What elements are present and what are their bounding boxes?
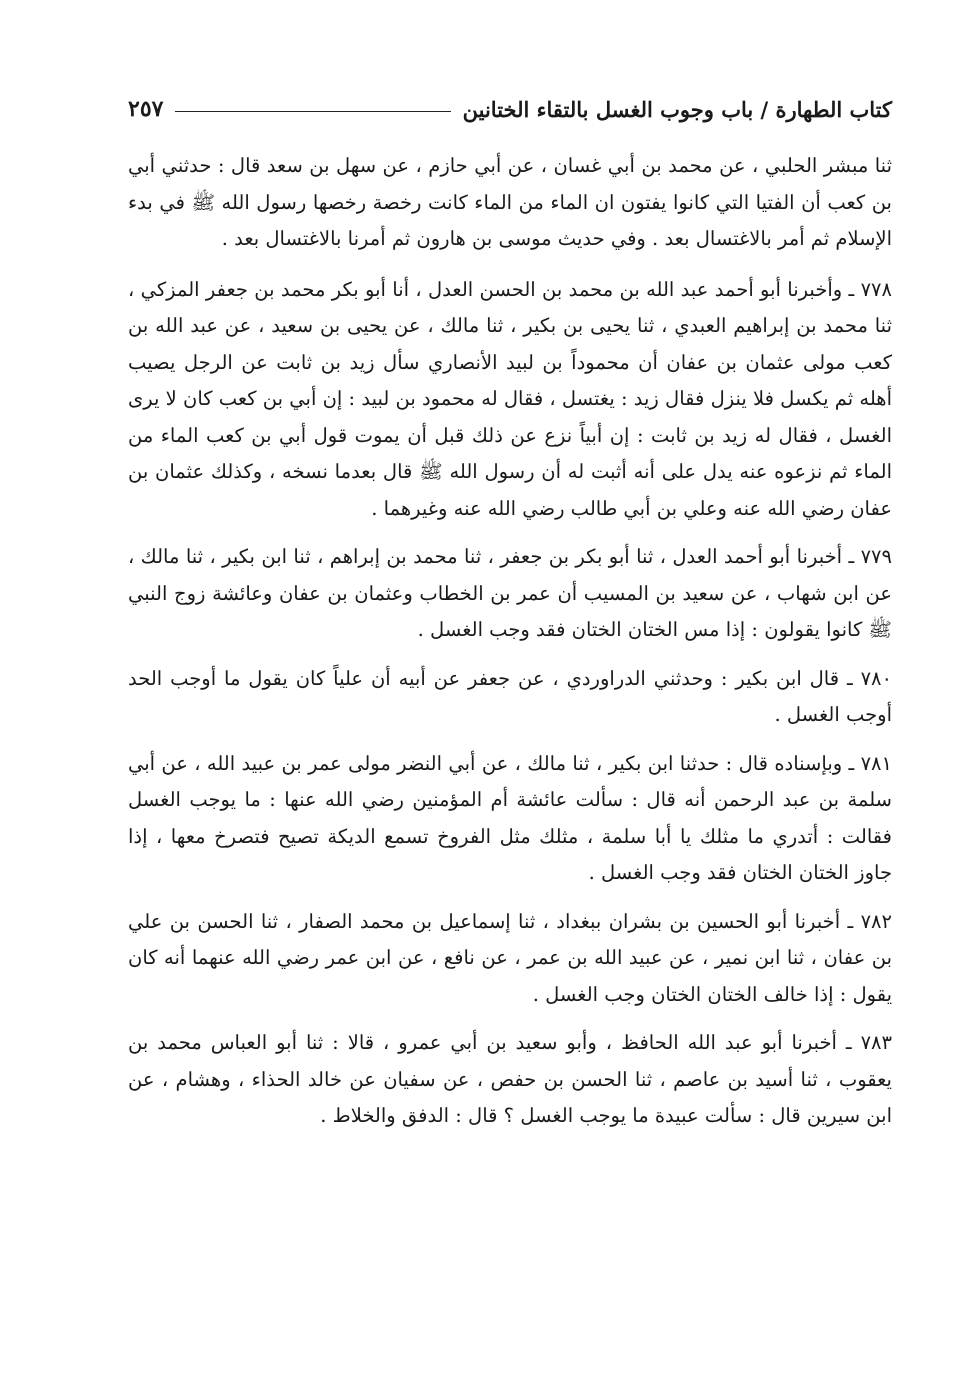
page-body bbox=[128, 148, 892, 1135]
running-header bbox=[128, 80, 892, 126]
hadith-779: ٧٧٩ ـ أخبرنا أبو أحمد العدل ، ثنا أبو بكر بن جعفر ، ثنا محمد بن إبراهم ، ثنا ابن بكير ، ثنا مالك ، عن ابن شهاب ، عن سعيد بن المسيب أن عمر بن الخطاب وعثمان بن عفان وعائشة زوج النبي ﷺ كانوا يقولون : إذا مس الختان الختان فقد وجب الغسل . bbox=[128, 545, 892, 641]
hadith-782: ٧٨٢ ـ أخبرنا أبو الحسين بن بشران ببغداد ، ثنا إسماعيل بن محمد الصفار ، ثنا الحسن بن علي بن عفان ، ثنا ابن نمير ، عن عبيد الله بن عمر ، عن نافع ، عن ابن عمر رضي الله عنهما أنه كان يقول : إذا خالف الختان الختان وجب الغسل . bbox=[128, 909, 892, 1006]
hadith-781: ٧٨١ ـ وبإسناده قال : حدثنا ابن بكير ، ثنا مالك ، عن أبي النضر مولى عمر بن عبيد الله ، عن أبي سلمة بن عبد الرحمن أنه قال : سألت عائشة أم المؤمنين رضي الله عنها : ما يوجب الغسل فقالت : أتدري ما مثلك يا أبا سلمة ، مثلك مثل الفروخ تسمع الديكة تصيح فتصرخ معها ، إذا جاوز الختان الختان فقد وجب الغسل . bbox=[128, 751, 892, 884]
hadith-778: ٧٧٨ ـ وأخبرنا أبو أحمد عبد الله بن محمد بن الحسن العدل ، أنا أبو بكر محمد بن جعفر المزكي ، ثنا محمد بن إبراهيم العبدي ، ثنا يحيى بن بكير ، ثنا مالك ، عن يحيى بن سعيد ، عن عبد الله بن كعب مولى عثمان بن عفان أن محموداً بن لبيد الأنصاري سأل زيد بن ثابت عن الرجل يصيب أهله ثم يكسل فلا ينزل فقال زيد : يغتسل ، فقال له محمود بن لبيد : إن أبي بن كعب كان لا يرى الغسل ، فقال له زيد بن ثابت : إن أبياً نزع عن ذلك قبل أن يموت قول أبي بن كعب الماء من الماء ثم نزعوه عنه يدل على أنه أثبت له أن رسول الله ﷺ قال بعدما نسخه ، وكذلك عثمان بن عفان رضي الله عنه وعلي بن أبي طالب رضي الله عنه وغيرهما . bbox=[128, 277, 892, 520]
paragraph-continuation: ثنا مبشر الحلبي ، عن محمد بن أبي غسان ، عن أبي حازم ، عن سهل بن سعد قال : حدثني أبي بن كعب أن الفتيا التي كانوا يفتون ان الماء من الماء كانت رخصة رخصها رسول الله ﷺ في بدء الإسلام ثم أمر بالاغتسال بعد . وفي حديث موسى بن هارون ثم أمرنا بالاغتسال بعد . bbox=[128, 154, 892, 250]
chapter-title: كتاب الطهارة / باب وجوب الغسل بالتقاء الختانين bbox=[462, 97, 892, 122]
book-page bbox=[128, 80, 892, 1320]
header-rule bbox=[175, 111, 450, 112]
page-number: ٢٥٧ bbox=[128, 96, 164, 122]
hadith-783: ٧٨٣ ـ أخبرنا أبو عبد الله الحافظ ، وأبو سعيد بن أبي عمرو ، قالا : ثنا أبو العباس محمد بن يعقوب ، ثنا أسيد بن عاصم ، ثنا الحسن بن حفص ، عن سفيان عن خالد الحذاء ، وهشام ، عن ابن سيرين قال : سألت عبيدة ما يوجب الغسل ؟ قال : الدفق والخلاط . bbox=[128, 1031, 892, 1127]
hadith-780: ٧٨٠ ـ قال ابن بكير : وحدثني الدراوردي ، عن جعفر عن أبيه أن علياً كان يقول ما أوجب الحد أوجب الغسل . bbox=[128, 666, 892, 726]
